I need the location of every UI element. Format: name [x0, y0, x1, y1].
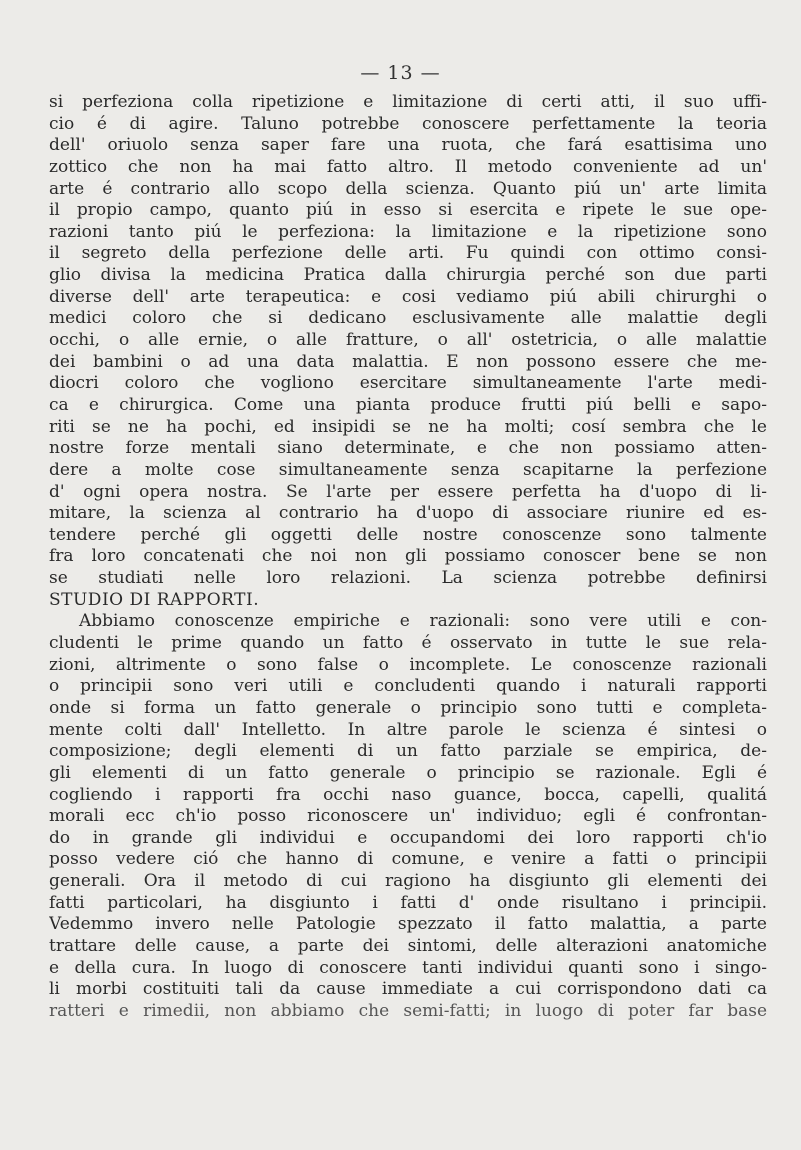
- text-line: e della cura. In luogo di conoscere tanti individui quanti sono i singo-: [49, 957, 767, 978]
- text-line: diverse dell' arte terapeutica: e cosi vediamo piú abili chirurghi o: [49, 286, 767, 307]
- text-line: riti se ne ha pochi, ed insipidi se ne ha molti; cosí sembra che le: [49, 416, 767, 437]
- text-line: cludenti le prime quando un fatto é osservato in tutte le sue rela-: [49, 633, 767, 654]
- text-line: gli elementi di un fatto generale o principio se razionale. Egli é: [49, 762, 767, 783]
- text-line: glio divisa la medicina Pratica dalla chirurgia perché son due parti: [49, 265, 767, 286]
- text-line: diocri coloro che vogliono esercitare simultaneamente l'arte medi-: [49, 373, 767, 394]
- text-line: li morbi costituiti tali da cause immediate a cui corrispondono dati ca: [49, 979, 767, 1000]
- text-line: mitare, la scienza al contrario ha d'uopo di associare riunire ed es-: [49, 503, 767, 524]
- text-line: nostre forze mentali siano determinate, e che non possiamo atten-: [49, 438, 767, 459]
- text-line: il propio campo, quanto piú in esso si esercita e ripete le sue ope-: [49, 200, 767, 221]
- text-line: cogliendo i rapporti fra occhi naso guance, bocca, capelli, qualitá: [49, 784, 767, 805]
- text-line: generali. Ora il metodo di cui ragiono ha disgiunto gli elementi dei: [49, 871, 767, 892]
- page-number: — 13 —: [360, 62, 441, 84]
- text-line: trattare delle cause, a parte dei sintomi, delle alterazioni anatomiche: [49, 935, 767, 956]
- text-line: d' ogni opera nostra. Se l'arte per essere perfetta ha d'uopo di li-: [49, 481, 767, 502]
- text-line: cio é di agire. Taluno potrebbe conoscere perfettamente la teoria: [49, 113, 767, 134]
- section-heading: STUDIO DI RAPPORTI.: [49, 589, 260, 610]
- text-line: occhi, o alle ernie, o alle fratture, o all' ostetricia, o alle malattie: [49, 330, 767, 351]
- text-line: mente colti dall' Intelletto. In altre parole le scienza é sintesi o: [49, 719, 767, 740]
- text-line: dell' oriuolo senza saper fare una ruota, che fará esattisima uno: [49, 135, 767, 156]
- text-line: il segreto della perfezione delle arti. Fu quindi con ottimo consi-: [49, 243, 767, 264]
- text-line: zioni, altrimente o sono false o incomplete. Le conoscenze razionali: [49, 654, 767, 675]
- text-line: posso vedere ció che hanno di comune, e venire a fatti o principii: [49, 849, 767, 870]
- text-line: se studiati nelle loro relazioni. La scienza potrebbe definirsi: [49, 568, 767, 589]
- text-line: Vedemmo invero nelle Patologie spezzato il fatto malattia, a parte: [49, 914, 767, 935]
- text-line: onde si forma un fatto generale o principio sono tutti e completa-: [49, 697, 767, 718]
- text-line: ca e chirurgica. Come una pianta produce frutti piú belli e sapo-: [49, 394, 767, 415]
- text-line: ratteri e rimedii, non abbiamo che semi-fatti; in luogo di poter far base: [49, 1000, 767, 1021]
- text-line: fra loro concatenati che noi non gli possiamo conoscer bene se non: [49, 546, 767, 567]
- text-line: arte é contrario allo scopo della scienza. Quanto piú un' arte limita: [49, 178, 767, 199]
- paragraph-start-line: Abbiamo conoscenze empiriche e razionali: sono vere utili e con-: [79, 611, 767, 632]
- text-line: dei bambini o ad una data malattia. E non possono essere che me-: [49, 351, 767, 372]
- text-line: morali ecc ch'io posso riconoscere un' individuo; egli é confrontan-: [49, 806, 767, 827]
- text-line: composizione; degli elementi di un fatto parziale se empirica, de-: [49, 741, 767, 762]
- text-line: si perfeziona colla ripetizione e limitazione di certi atti, il suo uffi-: [49, 92, 767, 112]
- text-line: razioni tanto piú le perfeziona: la limitazione e la ripetizione sono: [49, 221, 767, 242]
- text-line: tendere perché gli oggetti delle nostre conoscenze sono talmente: [49, 524, 767, 545]
- text-line: do in grande gli individui e occupandomi dei loro rapporti ch'io: [49, 827, 767, 848]
- text-line: medici coloro che si dedicano esclusivamente alle malattie degli: [49, 308, 767, 329]
- text-line: o principii sono veri utili e concludenti quando i naturali rapporti: [49, 676, 767, 697]
- text-line: fatti particolari, ha disgiunto i fatti d' onde risultano i principii.: [49, 892, 767, 913]
- text-line: dere a molte cose simultaneamente senza scapitarne la perfezione: [49, 459, 767, 480]
- text-line: zottico che non ha mai fatto altro. Il metodo conveniente ad un': [49, 156, 767, 177]
- body-text: [49, 92, 767, 1023]
